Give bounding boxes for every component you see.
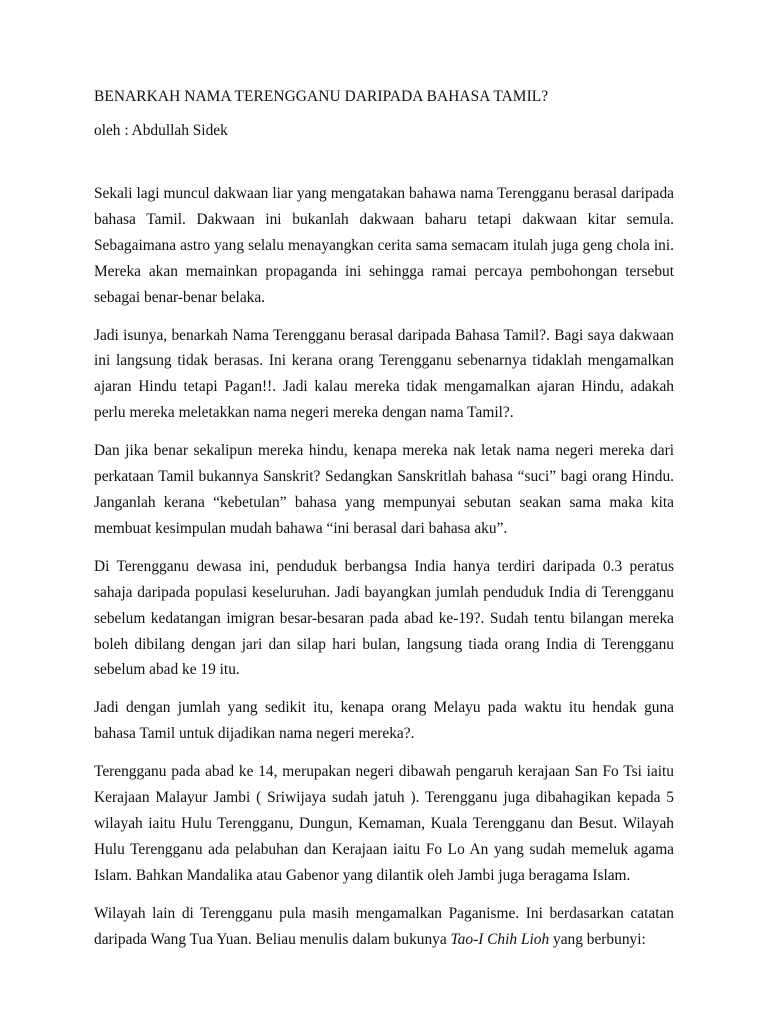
document-title: BENARKAH NAMA TERENGGANU DARIPADA BAHASA TAMIL? [94, 88, 549, 105]
paragraph-3: Dan jika benar sekalipun mereka hindu, kenapa mereka nak letak nama negeri mereka dari perkataan Tamil bukannya Sanskrit? Sedangkan Sanskritlah bahasa “suci” bagi orang Hindu. Janganlah kerana “kebetulan” bahasa yang mempunyai sebutan seakan sama maka kita membuat kesimpulan mudah bahawa “ini berasal dari bahasa aku”. [94, 442, 674, 537]
paragraph-7-suffix: yang berbunyi: [549, 930, 646, 948]
book-title: Tao-I Chih Lioh [450, 930, 550, 948]
paragraph-7-text: Wilayah lain di Terengganu pula masih mengamalkan Paganisme. Ini berdasarkan catatan daripada Wang Tua Yuan. Beliau menulis dalam bukunya [94, 904, 674, 948]
document-body [94, 181, 674, 952]
paragraph-7 [94, 901, 674, 953]
document-author: oleh : Abdullah Sidek [94, 122, 228, 139]
paragraph-5: Jadi dengan jumlah yang sedikit itu, kenapa orang Melayu pada waktu itu hendak guna bahasa Tamil untuk dijadikan nama negeri mereka?. [94, 699, 674, 743]
document-content [94, 84, 674, 952]
paragraph-2: Jadi isunya, benarkah Nama Terengganu berasal daripada Bahasa Tamil?. Bagi saya dakwaan ini langsung tidak berasas. Ini kerana orang Terengganu sebenarnya tidaklah mengamalkan ajaran Hindu tetapi Pagan!!. Jadi kalau mereka tidak mengamalkan ajaran Hindu, adakah perlu mereka meletakkan nama negeri mereka dengan nama Tamil?. [94, 326, 674, 422]
paragraph-6: Terengganu pada abad ke 14, merupakan negeri dibawah pengaruh kerajaan San Fo Tsi iaitu Kerajaan Malayur Jambi ( Sriwijaya sudah jatuh ). Terengganu juga dibahagikan kepada 5 wilayah iaitu Hulu Terengganu, Dungun, Kemaman, Kuala Terengganu dan Besut. Wilayah Hulu Terengganu ada pelabuhan dan Kerajaan iaitu Fo Lo An yang sudah memeluk agama Islam. Bahkan Mandalika atau Gabenor yang dilantik oleh Jambi juga beragama Islam. [94, 763, 674, 884]
paragraph-4: Di Terengganu dewasa ini, penduduk berbangsa India hanya terdiri daripada 0.3 peratus sahaja daripada populasi keseluruhan. Jadi bayangkan jumlah penduduk India di Terengganu sebelum kedatangan imigran besar-besaran pada abad ke-19?. Sudah tentu bilangan mereka boleh dibilang dengan jari dan silap hari bulan, langsung tiada orang India di Terengganu sebelum abad ke 19 itu. [94, 557, 674, 679]
paragraph-1: Sekali lagi muncul dakwaan liar yang mengatakan bahawa nama Terengganu berasal daripada bahasa Tamil. Dakwaan ini bukanlah dakwaan baharu tetapi dakwaan kitar semula. Sebagaimana astro yang selalu menayangkan cerita sama semacam itulah juga geng chola ini. Mereka akan memainkan propaganda ini sehingga ramai percaya pembohongan tersebut sebagai benar-benar belaka. [94, 185, 674, 306]
